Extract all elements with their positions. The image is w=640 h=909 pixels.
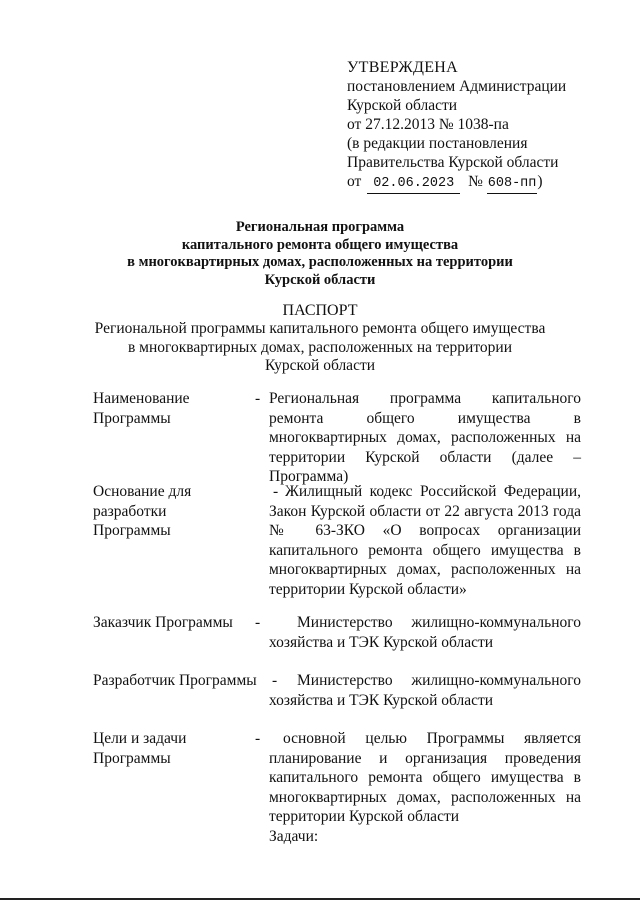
row-label: Основание для разработки Программы [93, 483, 192, 539]
program-title-line: Курской области [264, 271, 376, 288]
approval-number: 608-пп [487, 174, 538, 194]
row-value-tasks: Задачи: [269, 827, 319, 845]
row-dash: - [273, 483, 279, 500]
row-label: Заказчик Программы [93, 614, 233, 631]
approval-date: 02.06.2023 [367, 174, 460, 194]
passport-subtitle-line: в многоквартирных домах, расположенных на территории [127, 338, 513, 356]
approval-line: Курской области [347, 97, 458, 114]
approval-line: от 27.12.2013 № 1038-па [347, 116, 509, 133]
page-bottom-border [0, 898, 640, 900]
passport-subtitle-line: Региональной программы капитального ремонта общего имущества [94, 320, 546, 337]
approval-number-prefix: № [468, 173, 483, 190]
passport-subtitle-line: Курской области [264, 357, 376, 374]
approval-line: постановлением Администрации [347, 78, 567, 95]
approval-stamp [347, 58, 566, 194]
row-label: Разработчик Программы [93, 672, 257, 689]
row-value [269, 482, 581, 599]
program-title-line: Региональная программа [235, 219, 405, 235]
row-dash: - [272, 672, 278, 689]
row-label: Цели и задачи Программы [93, 730, 187, 767]
row-dash: - [255, 614, 261, 631]
row-value-text: Министерство жилищно-коммунального хозяйства и ТЭК Курской области [269, 614, 581, 651]
row-value-text: Министерство жилищно-коммунального хозяйства и ТЭК Курской области [269, 672, 581, 709]
program-title-line: капитального ремонта общего имущества [181, 236, 459, 253]
row-dash: - [255, 390, 261, 407]
row-value-text: Жилищный кодекс Российской Федерации, Закон Курской области от 22 августа 2013 года № 63-ЗКО «О вопросах организации капитального ремонта общего имущества в многоквартирных домах, расположенных на территории Курской области» [269, 483, 581, 598]
approval-heading: УТВЕРЖДЕНА [347, 59, 459, 76]
row-value: Региональная программа капитального ремонта общего имущества в многоквартирных домах, расположенных на территории Курской области (далее – Программа) [269, 390, 581, 485]
row-value [269, 671, 581, 710]
row-value [269, 613, 581, 652]
row-dash: - [255, 730, 261, 747]
approval-date-line [347, 172, 566, 194]
row-value [269, 729, 581, 846]
program-title-line: в многоквартирных домах, расположенных на территории [127, 254, 513, 270]
approval-line: (в редакции постановления [347, 135, 528, 152]
approval-close-paren: ) [537, 173, 543, 190]
approval-line: Правительства Курской области [347, 154, 559, 171]
row-label: Наименование Программы [93, 390, 190, 427]
approval-from-prefix: от [347, 173, 362, 190]
passport-subtitle [60, 320, 580, 376]
program-title [60, 219, 580, 289]
passport-title: ПАСПОРТ [282, 302, 358, 319]
row-value-text: основной целью Программы является планирование и организация проведения капитального ремонта общего имущества в многоквартирных домах, расположенных на территории Курской области [269, 730, 581, 825]
